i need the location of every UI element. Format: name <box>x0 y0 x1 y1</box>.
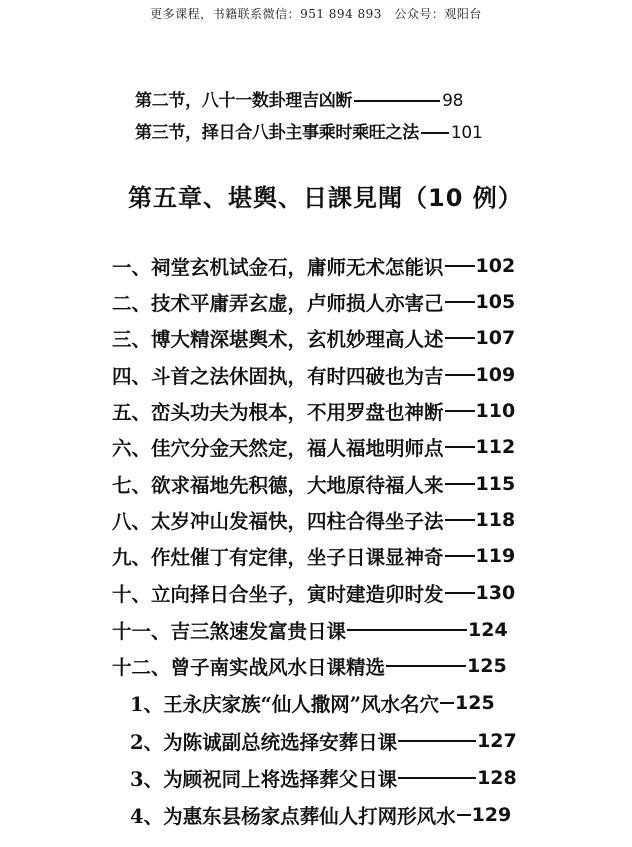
toc-subentry <box>130 764 517 792</box>
toc-page-number: 105 <box>475 291 516 313</box>
leader-dashes <box>347 629 467 631</box>
toc-subentry <box>130 801 511 829</box>
toc-entry <box>112 652 507 680</box>
leader-dashes <box>398 777 476 779</box>
toc-entry-title: 1、王永庆家族“仙人撒网”风水名穴 <box>130 693 440 716</box>
toc-entry <box>112 288 515 316</box>
toc-entry <box>112 506 515 534</box>
toc-subentry <box>130 727 517 755</box>
toc-page-number: 128 <box>477 767 517 789</box>
chapter-title: 第五章、堪舆、日課見聞（10 例） <box>128 184 523 212</box>
toc-page-number: 115 <box>475 473 516 495</box>
leader-dashes <box>445 265 475 267</box>
leader-dashes <box>445 410 475 412</box>
toc-entry-title: 二、技术平庸弄玄虚，卢师损人亦害己 <box>112 292 444 315</box>
leader-dashes <box>445 446 475 448</box>
toc-entry <box>112 616 508 644</box>
toc-page-number: 118 <box>475 509 516 531</box>
toc-entry <box>112 579 515 607</box>
toc-section-3 <box>135 118 482 143</box>
toc-entry-title: 四、斗首之法休固执，有时四破也为吉 <box>112 365 444 388</box>
toc-page-number: 127 <box>477 730 517 752</box>
toc-entry-title: 五、峦头功夫为根本，不用罗盘也神断 <box>112 401 444 424</box>
toc-page-number: 124 <box>468 619 508 641</box>
toc-entry-title: 三、博大精深堪舆术，玄机妙理高人述 <box>112 328 444 351</box>
toc-entry-title: 六、佳穴分金天然定，福人福地明师点 <box>112 437 444 460</box>
toc-entry-title: 八、太岁冲山发福快，四柱合得坐子法 <box>112 510 444 533</box>
toc-entry <box>112 397 515 425</box>
leader-dashes <box>398 740 476 742</box>
toc-entry-title: 3、为顾祝同上将选择葬父日课 <box>130 768 398 791</box>
toc-page-number: 102 <box>475 255 516 277</box>
leader-dashes <box>421 132 449 134</box>
leader-dashes <box>445 374 475 376</box>
page-header: 更多课程，书籍联系微信：951 894 893 公众号：观阳台 <box>150 7 482 21</box>
leader-dashes <box>445 483 475 485</box>
toc-page-number: 129 <box>471 804 512 826</box>
leader-dashes <box>445 592 475 594</box>
toc-entry-title: 九、作灶催丁有定律，坐子日课显神奇 <box>112 546 444 569</box>
toc-entry <box>112 433 515 461</box>
toc-page-number: 130 <box>475 582 516 604</box>
toc-entry-title: 一、祠堂玄机试金石，庸师无术怎能识 <box>112 256 444 279</box>
toc-subentry <box>130 689 495 717</box>
leader-dashes <box>440 702 454 704</box>
toc-page-number: 112 <box>475 436 516 458</box>
toc-entry <box>112 470 515 498</box>
leader-dashes <box>445 519 475 521</box>
leader-dashes <box>445 301 475 303</box>
toc-page-number: 119 <box>475 545 516 567</box>
leader-dashes <box>386 665 466 667</box>
toc-section-2 <box>135 86 463 111</box>
toc-page-number: 125 <box>455 692 495 714</box>
toc-entry-title: 十、立向择日合坐子，寅时建造卯时发 <box>112 583 444 606</box>
toc-page-number: 125 <box>467 655 507 677</box>
toc-page-number: 101 <box>450 123 483 143</box>
toc-section-title: 第二节，八十一数卦理吉凶断 <box>135 91 353 111</box>
toc-page-number: 98 <box>442 91 464 111</box>
toc-entry-title: 十一、吉三煞速发富贵日课 <box>112 620 347 643</box>
toc-entry <box>112 361 515 389</box>
toc-entry <box>112 252 515 280</box>
toc-page-number: 107 <box>475 327 516 349</box>
leader-dashes <box>354 100 440 102</box>
toc-section-title: 第三节，择日合八卦主事乘时乘旺之法 <box>135 123 419 143</box>
toc-entry-title: 七、欲求福地先积德，大地原待福人来 <box>112 474 444 497</box>
toc-entry-title: 十二、曾子南实战风水日课精选 <box>112 656 386 679</box>
toc-entry-title: 4、为惠东县杨家点葬仙人打网形风水 <box>130 805 456 828</box>
leader-dashes <box>445 337 475 339</box>
toc-page-number: 109 <box>475 364 516 386</box>
toc-entry <box>112 324 515 352</box>
toc-entry <box>112 542 515 570</box>
toc-entry-title: 2、为陈诚副总统选择安葬日课 <box>130 731 398 754</box>
toc-page-number: 110 <box>475 400 516 422</box>
leader-dashes <box>457 814 471 816</box>
leader-dashes <box>445 555 475 557</box>
